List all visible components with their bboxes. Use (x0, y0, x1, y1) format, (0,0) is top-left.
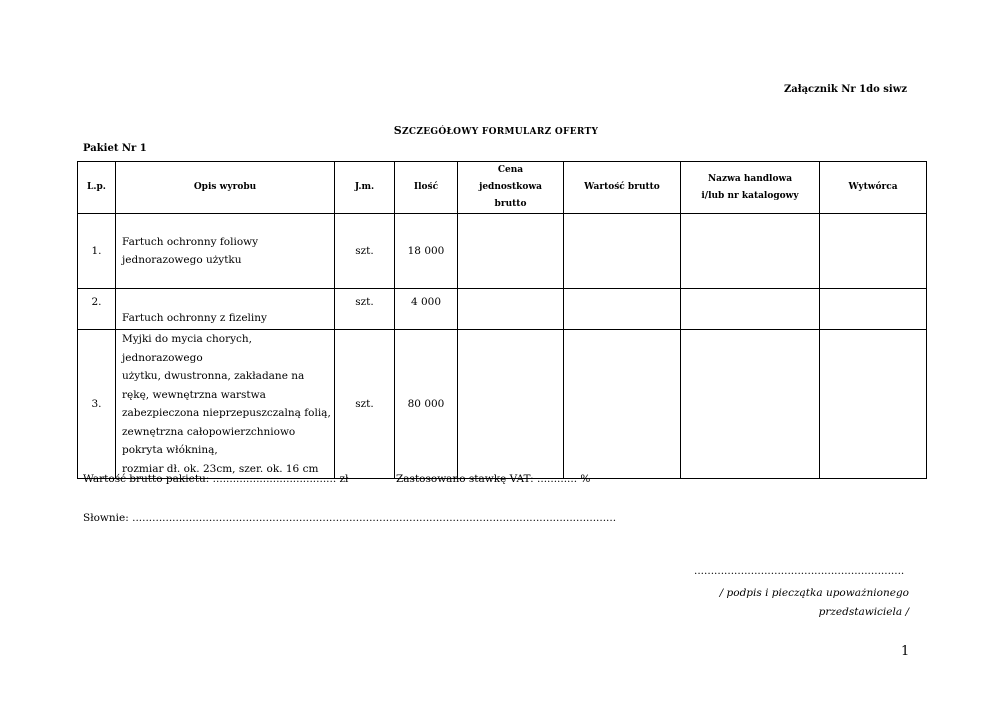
title-rest: ZCZEGÓŁOWY FORMULARZ OFERTY (402, 127, 599, 137)
document-title (0, 124, 992, 137)
description-line: Fartuch ochronny z fizeliny (122, 312, 267, 324)
title-initial: S (393, 124, 402, 137)
description-line: Fartuch ochronny foliowy (122, 236, 259, 248)
description-line: zabezpieczona nieprzepuszczalną folią, (122, 407, 331, 419)
table-header-row (78, 162, 927, 214)
header-trade-name-line2: i/lub nr katalogowy (701, 190, 799, 201)
signature-label-line1: / podpis i pieczątka upoważnionego (719, 587, 909, 599)
row-manufacturer-cell[interactable] (820, 214, 927, 289)
header-manufacturer: Wytwórca (820, 162, 927, 214)
package-value-field[interactable]: Wartość brutto pakietu: ..................................... zł (83, 473, 349, 485)
header-description: Opis wyrobu (116, 162, 335, 214)
row-trade-name-cell[interactable] (681, 330, 820, 479)
row-trade-name-cell[interactable] (681, 289, 820, 330)
row-unit: szt. (335, 214, 395, 289)
row-quantity: 18 000 (395, 214, 458, 289)
row-description (116, 289, 335, 330)
row-unit-price-cell[interactable] (458, 289, 564, 330)
row-unit-price-cell[interactable] (458, 214, 564, 289)
page-number: 1 (901, 644, 910, 659)
row-quantity: 80 000 (395, 330, 458, 479)
table-row (78, 289, 927, 330)
header-unit: J.m. (335, 162, 395, 214)
amount-in-words-field[interactable]: Słownie: ................................................................................................................................................. (83, 512, 617, 524)
table-row (78, 330, 927, 479)
row-manufacturer-cell[interactable] (820, 289, 927, 330)
row-lp: 3. (78, 330, 116, 479)
signature-line: ............................................................... (694, 565, 905, 577)
row-description (116, 214, 335, 289)
row-gross-value-cell[interactable] (564, 330, 681, 479)
row-lp: 2. (78, 289, 116, 330)
header-gross-value: Wartość brutto (564, 162, 681, 214)
header-lp: L.p. (78, 162, 116, 214)
description-line: użytku, dwustronna, zakładane na (122, 370, 305, 382)
header-unit-price-line1: Cena (497, 165, 524, 175)
row-unit: szt. (335, 289, 395, 330)
row-manufacturer-cell[interactable] (820, 330, 927, 479)
row-unit: szt. (335, 330, 395, 479)
signature-label (690, 584, 909, 622)
row-gross-value-cell[interactable] (564, 289, 681, 330)
row-trade-name-cell[interactable] (681, 214, 820, 289)
header-unit-price (458, 162, 564, 214)
table-row (78, 214, 927, 289)
description-line: rękę, wewnętrzna warstwa (122, 388, 266, 401)
description-line: rozmiar dł. ok. 23cm, szer. ok. 16 cm (122, 462, 319, 475)
description-line: zewnętrzna całopowierzchniowo (122, 425, 296, 438)
description-line: jednorazowego użytku (122, 254, 242, 266)
row-description (116, 330, 335, 479)
row-gross-value-cell[interactable] (564, 214, 681, 289)
signature-label-line2: przedstawiciela / (818, 606, 909, 618)
description-line: pokryta włókniną, (122, 444, 218, 456)
row-unit-price-cell[interactable] (458, 330, 564, 479)
description-line: Myjki do mycia chorych, jednorazowego (122, 333, 252, 364)
header-quantity: Ilość (395, 162, 458, 214)
header-trade-name (681, 162, 820, 214)
header-unit-price-line3: brutto (494, 199, 527, 209)
row-lp: 1. (78, 214, 116, 289)
row-quantity: 4 000 (395, 289, 458, 330)
header-trade-name-line1: Nazwa handlowa (707, 173, 793, 184)
annex-label: Załącznik Nr 1do siwz (783, 84, 907, 95)
vat-rate-field[interactable]: Zastosowano stawkę VAT: ............ % (396, 473, 591, 485)
package-label: Pakiet Nr 1 (83, 143, 147, 154)
offer-table (77, 161, 927, 479)
header-unit-price-line2: jednostkowa (479, 182, 542, 192)
